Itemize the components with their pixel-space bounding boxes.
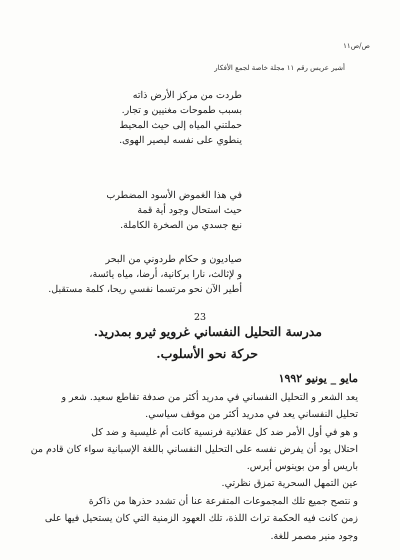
body-line: زمن كانت فيه الحكمة تراث اللذة، تلك العهود الزمنية التي كان يستحيل فيها على — [44, 513, 358, 524]
body-line: يعد الشعر و التحليل النفساني في مدريد أكثر من صدفة تقاطع سعيد. شعر و — [61, 392, 358, 403]
body-line: تحليل النفساني يعد في مدريد أكثر من موقف سياسي. — [145, 409, 358, 420]
poem-line: بسبب طموحات مغنيين و تجار. — [121, 105, 242, 116]
poem-line: و لإثالث، نارا بركانية، أرضا، مياه يائسة، — [89, 269, 242, 280]
issue-header: أشير عريس رقم ١١ مجلة خاصة لجمع الأفكار — [214, 64, 345, 72]
body-line: عين التمهل السحرية تمزق نظرتي. — [221, 478, 358, 489]
chapter-number: 23 — [193, 312, 207, 323]
dateline: مايو _ يونيو ١٩٩٢ — [278, 372, 358, 385]
body-line: احتلال يود أن يفرض نفسه على التحليل النفساني باللغة الإسبانية سواء كان قادم من — [30, 444, 358, 455]
poem-line: حملتني المياه إلى حيث المحيط — [119, 120, 242, 131]
chapter-subtitle: حركة نحو الأسلوب. — [156, 346, 258, 361]
chapter-title: مدرسة التحليل النفساني غرويو ثيرو بمدريد. — [93, 324, 322, 339]
poem-line: طردت من مركز الأرض ذاته — [132, 90, 242, 101]
page-number: ص/ص١١ — [343, 42, 370, 50]
poem-line: في هذا الغموض الأسود المضطرب — [106, 190, 242, 201]
poem-line: نبع جسدي من الصخرة الكاملة. — [120, 220, 242, 231]
body-line: و هو في أول الأمر ضد كل عقلانية فرنسية كانت أم غليسية و ضد كل — [91, 427, 358, 438]
poem-line: حيث استحال وجود أية قمة — [137, 205, 242, 216]
body-line: وجود منير مصمر للغة. — [270, 531, 358, 542]
body-line: و نتصح جميع تلك المجموعات المتفرعة عنا أن تشدد حذرها من ذاكرة — [88, 496, 358, 507]
poem-line: أطير الآن نحو مرتسما نفسي ريحا، كلمة مستقبل. — [48, 284, 242, 295]
poem-line: صياديون و حكام طردوني من البحر — [105, 254, 242, 265]
body-line: باريس أو من بوينوس أيرس. — [246, 461, 358, 472]
poem-line: ينطوي على نفسه ليصير الهوى. — [119, 135, 242, 146]
